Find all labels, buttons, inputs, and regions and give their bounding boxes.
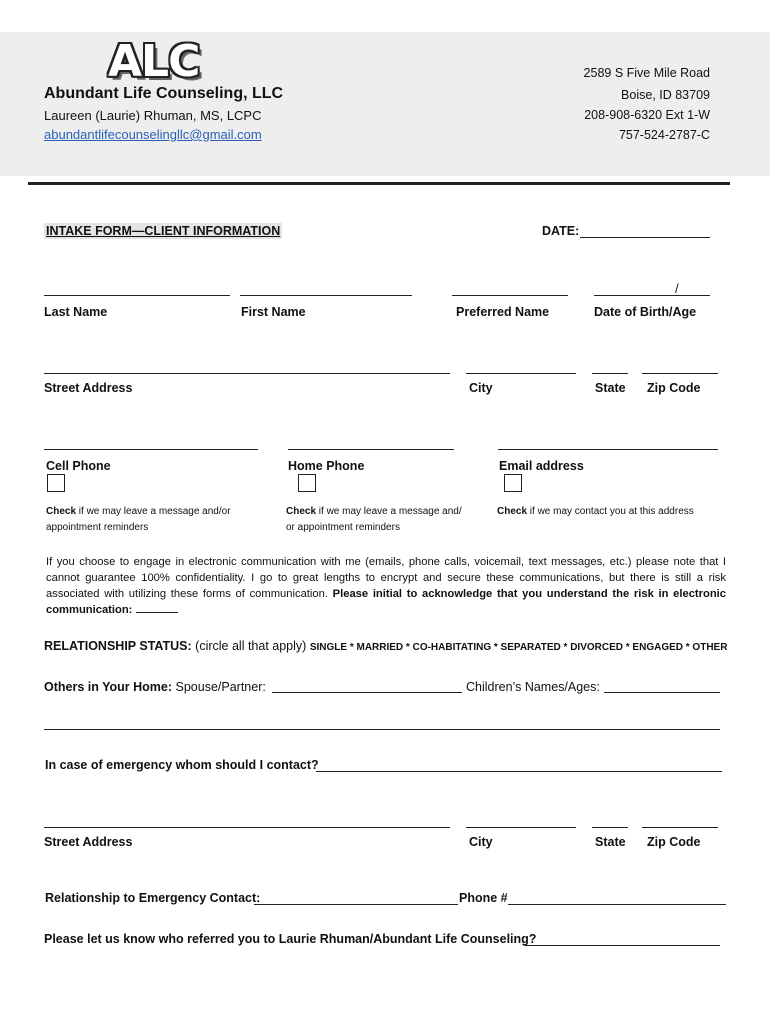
emergency-state-label: State [595, 835, 626, 849]
cell-check-note: Check if we may leave a message and/or appointment reminders [46, 506, 231, 533]
emergency-city-label: City [469, 835, 493, 849]
initials-field[interactable] [136, 602, 178, 613]
emergency-state-field[interactable] [592, 827, 628, 828]
zip-field[interactable] [642, 373, 718, 374]
street-address-field[interactable] [44, 373, 450, 374]
emergency-contact-label: In case of emergency whom should I contact? [45, 758, 319, 772]
preferred-name-field[interactable] [452, 295, 568, 296]
practice-name: Abundant Life Counseling, LLC [44, 85, 284, 102]
dob-age-label: Date of Birth/Age [594, 305, 697, 319]
form-title: INTAKE FORM—CLIENT INFORMATION [46, 224, 281, 238]
street-address-label: Street Address [44, 381, 133, 395]
emergency-street-label: Street Address [44, 835, 133, 849]
cell-message-checkbox[interactable] [47, 474, 65, 492]
clinician-name: Laureen (Laurie) Rhuman, MS, LCPC [44, 108, 262, 123]
children-label: Children’s Names/Ages: [466, 680, 600, 694]
city-label: City [469, 381, 493, 395]
dob-separator: / [675, 281, 679, 296]
referral-label: Please let us know who referred you to Laurie Rhuman/Abundant Life Counseling? [44, 932, 537, 946]
emergency-city-field[interactable] [466, 827, 576, 828]
emergency-street-field[interactable] [44, 827, 450, 828]
first-name-label: First Name [241, 305, 306, 319]
last-name-label: Last Name [44, 305, 108, 319]
emergency-zip-field[interactable] [642, 827, 718, 828]
emergency-zip-label: Zip Code [647, 835, 701, 849]
preferred-name-label: Preferred Name [456, 305, 550, 319]
address-city: Boise, ID 83709 [621, 88, 710, 102]
others-in-home: Others in Your Home: Spouse/Partner: [44, 680, 266, 694]
home-phone-label: Home Phone [288, 459, 365, 473]
state-label: State [595, 381, 626, 395]
first-name-field[interactable] [240, 295, 412, 296]
children-names-field[interactable] [604, 692, 720, 693]
email-check-note: Check if we may contact you at this address [497, 506, 694, 517]
city-field[interactable] [466, 373, 576, 374]
electronic-communication-notice: If you choose to engage in electronic communication with me (emails, phone calls, voicemail, text messages, etc.) please note that I cannot guarantee 100% confidentiality. I go to great lengths to encrypt and secure these communications, but there is still a risk associated with utilizing these forms of communication. Please initial to acknowledge that you understand the risk in electronic communication: [46, 556, 726, 616]
date-label: DATE: [542, 224, 580, 238]
home-message-checkbox[interactable] [298, 474, 316, 492]
home-check-note: Check if we may leave a message and/ or appointment reminders [286, 506, 462, 533]
relationship-options: SINGLE * MARRIED * CO-HABITATING * SEPARATED * DIVORCED * ENGAGED * OTHER [309, 642, 728, 653]
emergency-phone-field[interactable] [508, 904, 726, 905]
children-names-extra-field[interactable] [44, 729, 720, 730]
email-address-label: Email address [499, 459, 584, 473]
home-phone-field[interactable] [288, 449, 454, 450]
emergency-contact-field[interactable] [316, 771, 722, 772]
relationship-emergency-field[interactable] [254, 904, 458, 905]
referral-field[interactable] [524, 945, 720, 946]
phone-work: 208-908-6320 Ext 1-W [584, 108, 710, 122]
last-name-field[interactable] [44, 295, 230, 296]
relationship-status: RELATIONSHIP STATUS: (circle all that apply) SINGLE * MARRIED * CO-HABITATING * SEPARATED * DIVORCED * ENGAGED * OTHER [44, 639, 728, 653]
email-address-field[interactable] [498, 449, 718, 450]
phone-cell: 757-524-2787-C [618, 128, 710, 142]
email-contact-checkbox[interactable] [504, 474, 522, 492]
cell-phone-label: Cell Phone [46, 459, 111, 473]
address-street: 2589 S Five Mile Road [583, 66, 710, 80]
emergency-phone-label: Phone # [459, 891, 508, 905]
header-divider [28, 182, 730, 185]
dob-age-field[interactable] [594, 295, 710, 296]
email-link[interactable]: abundantlifecounselingllc@gmail.com [44, 127, 262, 142]
cell-phone-field[interactable] [44, 449, 258, 450]
electronic-ack-text: Please initial to acknowledge that you understand the risk in electronic communication: [46, 588, 726, 616]
state-field[interactable] [592, 373, 628, 374]
zip-label: Zip Code [647, 381, 701, 395]
relationship-emergency-label: Relationship to Emergency Contact: [45, 891, 261, 905]
alc-logo: ALC [108, 36, 200, 87]
date-field[interactable] [580, 237, 710, 238]
spouse-partner-field[interactable] [272, 692, 462, 693]
